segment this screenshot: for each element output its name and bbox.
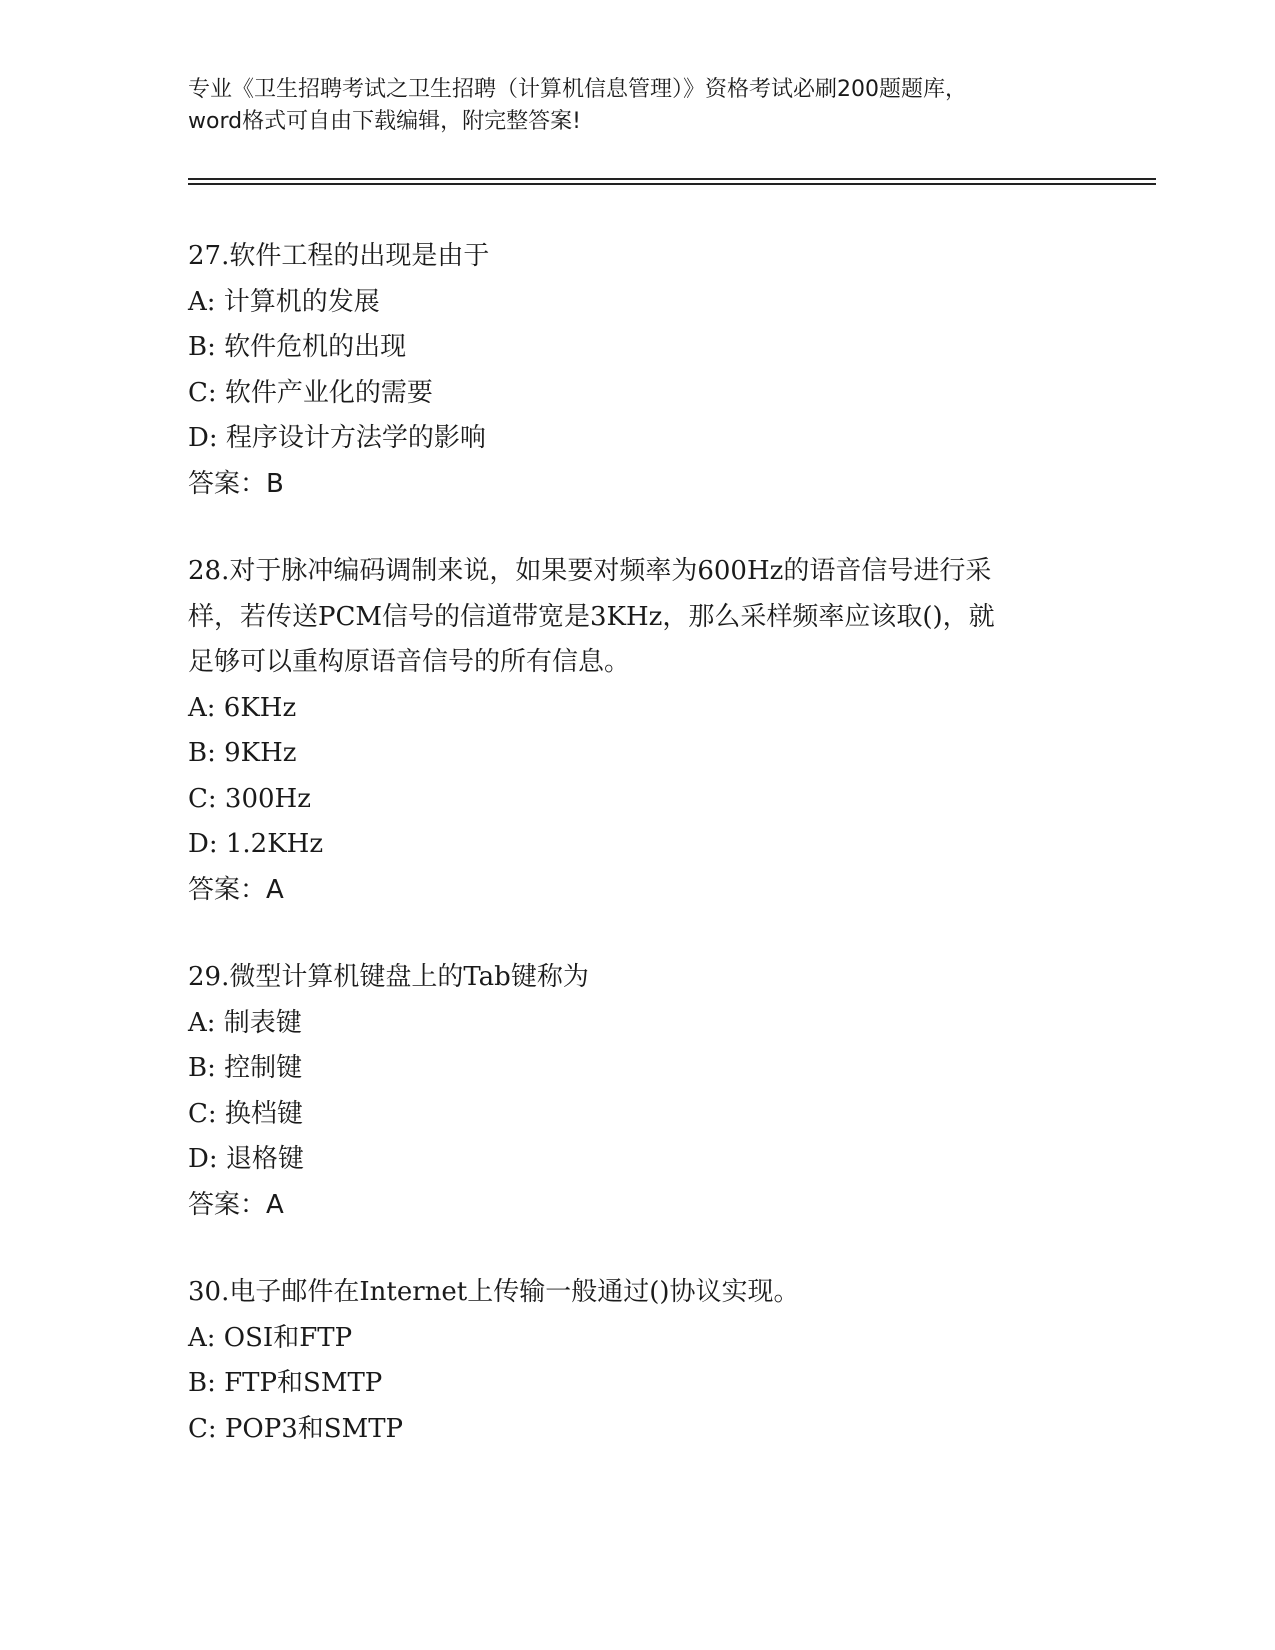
header-line-1: 专业《卫生招聘考试之卫生招聘（计算机信息管理）》资格考试必刷200题题库，	[188, 77, 967, 102]
option-d: D: 程序设计方法学的影响	[188, 423, 486, 453]
header-divider-top	[188, 178, 1156, 180]
option-d: D: 退格键	[188, 1144, 304, 1174]
option-b: B: FTP和SMTP	[188, 1368, 383, 1398]
document-header	[188, 74, 1088, 138]
question-stem: 27.软件工程的出现是由于	[188, 241, 490, 271]
question-stem: 30.电子邮件在Internet上传输一般通过()协议实现。	[188, 1277, 800, 1307]
answer: 答案：A	[188, 1189, 284, 1220]
question-stem: 足够可以重构原语音信号的所有信息。	[188, 647, 631, 677]
option-a: A: OSI和FTP	[188, 1322, 353, 1353]
question-stem: 样，若传送PCM信号的信道带宽是3KHz，那么采样频率应该取()，就	[188, 601, 995, 632]
option-c: C: 软件产业化的需要	[188, 377, 433, 408]
option-b: B: 软件危机的出现	[188, 332, 407, 362]
header-line-2: word格式可自由下载编辑，附完整答案!	[188, 109, 581, 134]
question-30	[188, 1270, 1088, 1452]
answer: 答案：B	[188, 468, 284, 499]
header-divider-bottom	[188, 183, 1156, 185]
option-a: A: 6KHz	[188, 692, 297, 723]
option-c: C: 300Hz	[188, 783, 311, 814]
question-27	[188, 234, 1088, 507]
option-c: C: POP3和SMTP	[188, 1413, 404, 1444]
question-stem: 28.对于脉冲编码调制来说，如果要对频率为600Hz的语音信号进行采	[188, 556, 992, 586]
option-b: B: 控制键	[188, 1053, 303, 1083]
option-b: B: 9KHz	[188, 738, 297, 768]
question-29	[188, 955, 1088, 1228]
question-list	[188, 234, 1088, 1494]
question-stem: 29.微型计算机键盘上的Tab键称为	[188, 962, 589, 992]
option-a: A: 制表键	[188, 1007, 302, 1038]
option-d: D: 1.2KHz	[188, 829, 324, 859]
option-c: C: 换档键	[188, 1098, 303, 1129]
answer: 答案：A	[188, 874, 284, 905]
question-28	[188, 549, 1088, 913]
option-a: A: 计算机的发展	[188, 286, 380, 317]
